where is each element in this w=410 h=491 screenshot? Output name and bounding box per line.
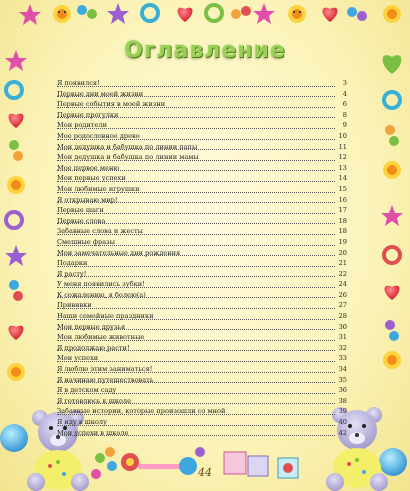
toc-entry-page: 13 xyxy=(338,163,347,172)
page-number: 44 xyxy=(198,466,212,479)
toc-entry-page: 20 xyxy=(338,248,347,257)
bead-icon xyxy=(385,125,399,146)
dot-leader xyxy=(57,266,335,267)
toc-entry xyxy=(57,300,347,311)
toc-entry-label: Мое первое меню xyxy=(57,163,120,172)
toc-entry xyxy=(57,152,347,163)
star-icon xyxy=(107,3,129,24)
left-border-strip xyxy=(5,50,27,381)
toc-entry-label: Наши семейные праздники xyxy=(57,312,154,321)
bead-icon xyxy=(231,6,251,19)
toc-entry-page: 16 xyxy=(338,195,347,204)
toc-entry xyxy=(57,385,347,396)
pacifier-icon xyxy=(384,92,400,108)
star-icon xyxy=(253,3,275,24)
toc-entry xyxy=(57,290,347,301)
heart-icon xyxy=(384,286,399,300)
toc-entry-label: К сожалению, я болею(а) xyxy=(57,290,146,299)
toc-entry-label: Мои успехи xyxy=(57,354,99,363)
toc-entry-label: Мои первые друзья xyxy=(57,322,126,331)
toc-entry-page: 22 xyxy=(338,269,347,278)
flower-icon xyxy=(7,176,25,194)
toc-entry xyxy=(57,258,347,269)
toc-entry xyxy=(57,396,347,407)
toc-entry-label: Мои любимые животные xyxy=(57,333,145,342)
toc-entry xyxy=(57,237,347,248)
pacifier-icon xyxy=(142,5,158,21)
star-icon xyxy=(19,4,41,25)
toc-entry xyxy=(57,89,347,100)
toc-entry-page: 39 xyxy=(338,407,347,416)
toc-entry-page: 11 xyxy=(338,142,347,151)
toc-entry xyxy=(57,195,347,206)
toc-entry-page: 6 xyxy=(342,100,347,109)
toc-entry xyxy=(57,131,347,142)
heart-icon xyxy=(8,326,23,340)
toc-entry-label: Мои дедушка и бабушка по линии папы xyxy=(57,142,198,151)
toc-entry xyxy=(57,406,347,417)
flower-icon xyxy=(383,351,401,369)
toc-entry-page: 4 xyxy=(342,89,347,98)
toc-entry-label: Смешные фразы xyxy=(57,237,116,246)
toc-entry-page: 27 xyxy=(338,301,347,310)
toc-entry xyxy=(57,110,347,121)
toc-entry-page: 33 xyxy=(338,354,347,363)
toc-entry-label: Я открываю мир! xyxy=(57,195,118,204)
toc-entry-label: Забавные истории, которые произошли со мной xyxy=(57,407,226,416)
toc-entry-page: 3 xyxy=(342,79,347,87)
toc-entry-label: Я расту! xyxy=(57,269,87,278)
toc-entry xyxy=(57,184,347,195)
toc-entry xyxy=(57,163,347,174)
toc-entry-page: 28 xyxy=(338,312,347,321)
toc-entry-page: 18 xyxy=(338,227,347,236)
toc-entry-label: Первые шаги xyxy=(57,206,104,215)
pacifier-icon xyxy=(206,5,222,21)
toc-entry-page: 9 xyxy=(342,121,347,130)
toc-entry-label: Забавные слова и жесты xyxy=(57,227,143,236)
toc-entry-page: 32 xyxy=(338,343,347,352)
bead-icon xyxy=(9,280,23,301)
toc-entry-label: Я в детском саду xyxy=(57,386,117,395)
pacifier-icon xyxy=(6,82,22,98)
toc-entry-page: 34 xyxy=(338,365,347,374)
bead-icon xyxy=(347,7,367,21)
toc-entry-page: 21 xyxy=(338,259,347,268)
toc-entry xyxy=(57,322,347,333)
heart-icon xyxy=(8,114,23,128)
flower-icon xyxy=(288,5,306,23)
toc-entry-page: 15 xyxy=(338,184,347,193)
toc-entry-page: 12 xyxy=(338,153,347,162)
pacifier-icon xyxy=(6,212,22,228)
toc-entry xyxy=(57,353,347,364)
toc-entry xyxy=(57,364,347,375)
table-of-contents xyxy=(57,78,347,438)
toc-entry-label: Подарки xyxy=(57,259,88,268)
toc-entry-label: Мои дедушка и бабушка по линии мамы xyxy=(57,153,199,162)
toc-entry-label: Первые прогулки xyxy=(57,110,119,119)
toc-entry xyxy=(57,99,347,110)
toc-entry xyxy=(57,78,347,89)
toc-entry-label: Первые события в моей жизни xyxy=(57,100,166,109)
flower-icon xyxy=(383,161,401,179)
toc-entry xyxy=(57,332,347,343)
toc-entry xyxy=(57,311,347,322)
toc-entry-label: Мои первые успехи xyxy=(57,174,126,183)
toc-entry-label: Мои успехи в школе xyxy=(57,428,129,437)
toc-entry-page: 31 xyxy=(338,333,347,342)
page-title: Оглавление xyxy=(124,38,286,63)
toc-entry-page: 24 xyxy=(338,280,347,289)
bead-icon xyxy=(9,140,23,161)
flower-icon xyxy=(53,5,71,23)
toc-entry xyxy=(57,205,347,216)
flower-icon xyxy=(7,363,25,381)
toc-entry xyxy=(57,142,347,153)
toc-entry-label: Мои замечательные дни рождения xyxy=(57,248,181,257)
pacifier-icon xyxy=(384,247,400,263)
toc-entry-page: 40 xyxy=(338,418,347,426)
toc-entry xyxy=(57,343,347,354)
toc-entry xyxy=(57,428,347,439)
toc-entry-page: 38 xyxy=(338,396,347,405)
toc-entry-label: Мои родители xyxy=(57,121,107,130)
toc-entry-label: Мое родословное древо xyxy=(57,131,140,140)
star-icon xyxy=(381,205,403,226)
toc-entry xyxy=(57,269,347,280)
heart-icon xyxy=(322,8,337,22)
toc-entry xyxy=(57,417,347,428)
toc-entry xyxy=(57,216,347,227)
toc-entry-label: Я продолжаю расти! xyxy=(57,343,130,352)
toc-entry-label: Я начинаю путешествовать xyxy=(57,375,154,384)
toc-entry-page: 10 xyxy=(338,131,347,140)
toc-entry-page: 42 xyxy=(338,428,347,437)
toc-entry xyxy=(57,375,347,386)
heart-icon xyxy=(177,8,192,22)
bead-icon xyxy=(77,5,97,19)
toc-entry-label: Я люблю этим заниматься! xyxy=(57,365,153,374)
toc-entry-page: 14 xyxy=(338,174,347,183)
toc-entry-page: 8 xyxy=(342,110,347,119)
star-icon xyxy=(5,245,27,266)
toc-entry xyxy=(57,173,347,184)
toc-entry-page: 17 xyxy=(338,206,347,215)
toc-entry-page: 36 xyxy=(338,386,347,395)
right-border-strip xyxy=(381,55,403,369)
dot-leader xyxy=(57,308,335,309)
toc-entry-label: Я появился! xyxy=(57,79,100,87)
toc-entry-label: Я иду в школу xyxy=(57,418,107,426)
toc-entry-label: Я готовлюсь к школе xyxy=(57,396,132,405)
toc-entry xyxy=(57,279,347,290)
bead-icon xyxy=(385,320,399,341)
flower-icon xyxy=(383,5,401,23)
toc-entry xyxy=(57,120,347,131)
toc-entry-page: 30 xyxy=(338,322,347,331)
top-border-strip xyxy=(19,3,401,25)
toc-entry xyxy=(57,248,347,259)
toc-entry-page: 18 xyxy=(338,216,347,225)
toc-entry xyxy=(57,226,347,237)
toc-entry-page: 19 xyxy=(338,237,347,246)
dot-leader xyxy=(57,276,335,277)
toc-entry-page: 35 xyxy=(338,375,347,384)
toc-entry-page: 26 xyxy=(338,290,347,299)
toc-entry-label: Первые дни моей жизни xyxy=(57,89,144,98)
toc-entry-label: Прививки xyxy=(57,301,92,310)
toc-entry-label: У меня появились зубки! xyxy=(57,280,145,289)
toc-entry-label: Мои любимые игрушки xyxy=(57,184,140,193)
toc-entry-label: Первые слова xyxy=(57,216,106,225)
